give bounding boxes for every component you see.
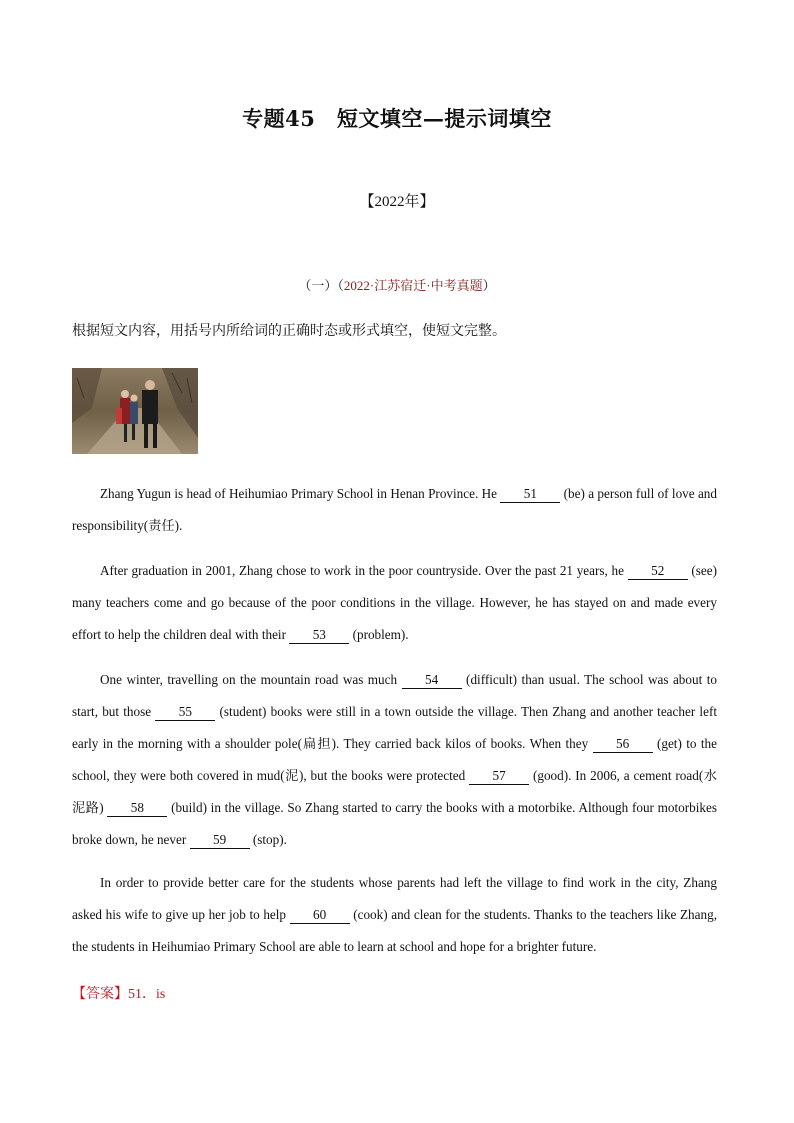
- answer-value: 51．is: [128, 987, 166, 1002]
- paragraph-4: [72, 867, 717, 963]
- blank-56: 56: [593, 736, 653, 753]
- year-heading: 【2022年】: [359, 194, 435, 210]
- section-prefix: （一）（: [298, 278, 344, 293]
- paragraph-3: [72, 664, 717, 856]
- section-source: 2022·江苏宿迁·中考真题: [343, 278, 483, 293]
- text-span: (good). In 2006, a cement road(水泥路): [72, 768, 717, 815]
- answer-tag: 【答案】: [72, 987, 128, 1002]
- text-span: (cook) and clean for the students. Thanks to the teachers like Zhang, the students in Heihumiao Primary School are able to learn at school and hope for a brighter future.: [72, 907, 717, 954]
- blank-53: 53: [289, 627, 349, 644]
- page-title: 专题45 短文填空—提示词填空: [242, 106, 552, 131]
- text-span: (be) a person full of love and responsibility(责任).: [72, 486, 717, 533]
- text-span: (difficult) than usual. The school was about to start, but those: [72, 672, 717, 719]
- blank-52: 52: [628, 563, 688, 580]
- instruction-text: 根据短文内容，用括号内所给词的正确时态或形式填空，使短文完整。: [72, 323, 506, 339]
- answer-line: [72, 983, 165, 1003]
- blank-54: 54: [402, 672, 462, 689]
- blank-58: 58: [107, 800, 167, 817]
- text-span: (build) in the village. So Zhang started to carry the books with a motorbike. Although four motorbikes broke down, he never: [72, 800, 717, 847]
- text-span: One winter, travelling on the mountain road was much: [100, 672, 402, 687]
- text-span: After graduation in 2001, Zhang chose to work in the poor countryside. Over the past 21 years, he: [100, 563, 628, 578]
- blank-55: 55: [155, 704, 215, 721]
- paragraph-2: [72, 555, 717, 651]
- text-span: (see) many teachers come and go because of the poor conditions in the village. However, he has stayed on and made every effort to help the children deal with their: [72, 563, 718, 642]
- section-suffix: ）: [482, 278, 496, 293]
- text-span: (student) books were still in a town outside the village. Then Zhang and another teacher left early in the morning with a shoulder pole(扁担). They carried back kilos of books. When they: [72, 704, 717, 751]
- blank-57: 57: [469, 768, 529, 785]
- text-span: In order to provide better care for the students whose parents had left the village to find work in the city, Zhang asked his wife to give up her job to help: [72, 875, 717, 922]
- blank-51: 51: [500, 486, 560, 503]
- blank-60: 60: [290, 907, 350, 924]
- blank-59: 59: [190, 832, 250, 849]
- paragraph-1: [72, 478, 717, 542]
- text-span: (get) to the school, they were both covered in mud(泥), but the books were protected: [72, 736, 717, 783]
- photo-illustration: [72, 368, 198, 454]
- article-photo: [72, 368, 198, 454]
- text-span: (problem).: [349, 627, 409, 642]
- section-heading: [0, 275, 794, 294]
- text-span: Zhang Yugun is head of Heihumiao Primary School in Henan Province. He: [100, 486, 501, 501]
- text-span: (stop).: [249, 832, 287, 847]
